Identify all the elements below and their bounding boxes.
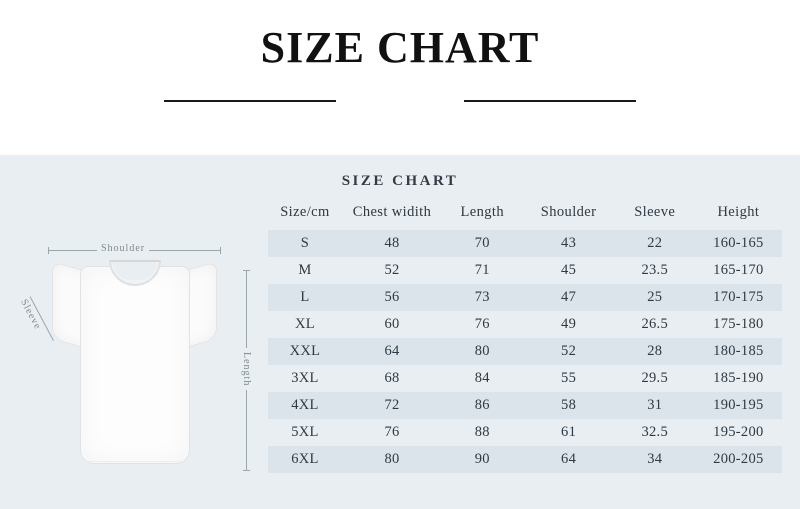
cell-length: 71 xyxy=(474,262,490,278)
cell-shoulder: 45 xyxy=(561,262,577,278)
header-divider-row xyxy=(0,100,800,102)
cell-chest: 68 xyxy=(384,370,400,386)
cell-height: 180-185 xyxy=(713,343,764,359)
cell-shoulder: 55 xyxy=(561,370,577,386)
table-row xyxy=(268,446,782,473)
table-row xyxy=(268,311,782,338)
shoulder-guide-tick-left xyxy=(48,247,49,254)
page-title: SIZE CHART xyxy=(260,23,540,72)
cell-shoulder: 58 xyxy=(561,397,577,413)
table-header-row xyxy=(268,198,782,230)
table-row xyxy=(268,284,782,311)
cell-chest: 60 xyxy=(384,316,400,332)
cell-height: 185-190 xyxy=(713,370,764,386)
table-row xyxy=(268,392,782,419)
cell-shoulder: 43 xyxy=(561,235,577,251)
cell-sleeve: 32.5 xyxy=(641,424,669,440)
column-header-shoulder: Shoulder xyxy=(540,204,597,220)
cell-shoulder: 47 xyxy=(561,289,577,305)
panel-title: SIZE CHART xyxy=(341,173,459,189)
cell-length: 84 xyxy=(474,370,490,386)
cell-size: 4XL xyxy=(291,397,319,413)
length-guide-label: Length xyxy=(241,348,252,390)
column-header-size: Size/cm xyxy=(280,204,330,220)
cell-sleeve: 31 xyxy=(647,397,663,413)
size-table xyxy=(268,198,782,473)
cell-sleeve: 29.5 xyxy=(641,370,669,386)
table-row xyxy=(268,230,782,257)
cell-size: 3XL xyxy=(291,370,319,386)
cell-sleeve: 25 xyxy=(647,289,663,305)
cell-size: 6XL xyxy=(291,451,319,467)
size-table-body xyxy=(268,230,782,473)
cell-size: M xyxy=(298,262,312,278)
panel-body xyxy=(0,190,800,488)
tshirt-graphic xyxy=(52,250,217,470)
column-header-sleeve: Sleeve xyxy=(634,204,676,220)
cell-chest: 48 xyxy=(384,235,400,251)
cell-height: 175-180 xyxy=(713,316,764,332)
cell-height: 195-200 xyxy=(713,424,764,440)
cell-shoulder: 52 xyxy=(561,343,577,359)
cell-chest: 52 xyxy=(384,262,400,278)
cell-shoulder: 64 xyxy=(561,451,577,467)
size-chart-panel xyxy=(0,155,800,509)
cell-length: 90 xyxy=(474,451,490,467)
cell-sleeve: 26.5 xyxy=(641,316,669,332)
cell-height: 165-170 xyxy=(713,262,764,278)
cell-length: 73 xyxy=(474,289,490,305)
cell-sleeve: 22 xyxy=(647,235,663,251)
cell-length: 70 xyxy=(474,235,490,251)
cell-height: 190-195 xyxy=(713,397,764,413)
cell-height: 160-165 xyxy=(713,235,764,251)
column-header-height: Height xyxy=(717,204,760,220)
cell-length: 88 xyxy=(474,424,490,440)
tshirt-illustration xyxy=(0,198,268,488)
sleeve-guide-label: Sleeve xyxy=(16,294,45,335)
column-header-length: Length xyxy=(460,204,505,220)
header-divider-left xyxy=(164,100,336,102)
cell-shoulder: 61 xyxy=(561,424,577,440)
cell-chest: 76 xyxy=(384,424,400,440)
size-table-wrap xyxy=(268,198,800,473)
cell-height: 170-175 xyxy=(713,289,764,305)
cell-chest: 56 xyxy=(384,289,400,305)
shoulder-guide-label: Shoulder xyxy=(97,243,149,254)
table-row xyxy=(268,419,782,446)
cell-shoulder: 49 xyxy=(561,316,577,332)
cell-chest: 64 xyxy=(384,343,400,359)
cell-chest: 80 xyxy=(384,451,400,467)
cell-length: 80 xyxy=(474,343,490,359)
cell-size: L xyxy=(300,289,310,305)
shoulder-guide-tick-right xyxy=(220,247,221,254)
header-divider-right xyxy=(464,100,636,102)
cell-size: S xyxy=(300,235,310,251)
cell-sleeve: 34 xyxy=(647,451,663,467)
table-row xyxy=(268,257,782,284)
column-header-chest: Chest widith xyxy=(352,204,432,220)
cell-size: 5XL xyxy=(291,424,319,440)
length-guide-tick-bottom xyxy=(243,470,250,471)
cell-chest: 72 xyxy=(384,397,400,413)
cell-height: 200-205 xyxy=(713,451,764,467)
cell-length: 76 xyxy=(474,316,490,332)
tshirt-hem xyxy=(82,461,188,462)
cell-size: XL xyxy=(294,316,315,332)
table-row xyxy=(268,338,782,365)
length-guide-tick-top xyxy=(243,270,250,271)
size-table-head xyxy=(268,198,782,230)
cell-sleeve: 23.5 xyxy=(641,262,669,278)
tshirt-body xyxy=(80,266,190,464)
cell-size: XXL xyxy=(289,343,321,359)
cell-length: 86 xyxy=(474,397,490,413)
table-row xyxy=(268,365,782,392)
cell-sleeve: 28 xyxy=(647,343,663,359)
